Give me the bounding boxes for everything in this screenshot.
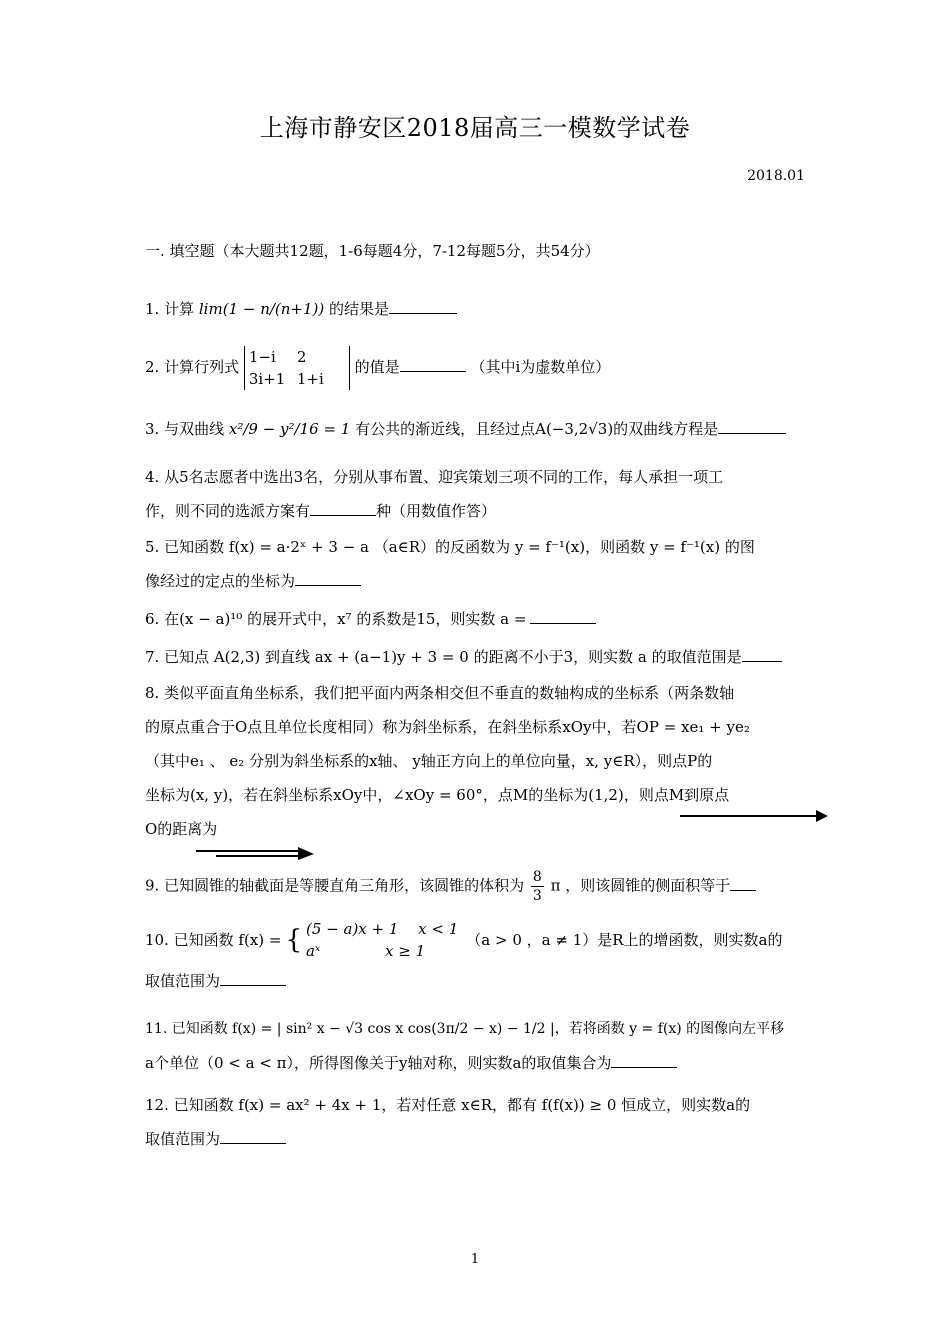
q2-note: （其中i为虚数单位） — [470, 358, 611, 376]
q1-expression: lim(1 − n/(n+1)) — [198, 300, 325, 318]
q6-text: 6. 在(x − a)¹⁰ 的展开式中，x⁷ 的系数是15，则实数 a = — [145, 610, 527, 628]
exam-title: 上海市静安区2018届高三一模数学试卷 — [259, 114, 691, 142]
q4-line1: 4. 从5名志愿者中选出3名，分别从事布置、迎宾策划三项不同的工作，每人承担一项工 — [145, 468, 724, 486]
question-11 — [145, 1012, 810, 1080]
q8-line3: （其中e₁ 、 e₂ 分别为斜坐标系的x轴、 y轴正方向上的单位向量，x, y∈R），则点P的 — [145, 752, 713, 770]
q8-line2: 的原点重合于O点且单位长度相同）称为斜坐标系，在斜坐标系xOy中，若OP = xe₁ + ye₂ — [145, 718, 750, 736]
q4-line2-end: 种（用数值作答） — [376, 502, 497, 520]
q12-line2: 取值范围为 — [145, 1130, 221, 1148]
page-number: 1 — [470, 1252, 480, 1267]
q5-line2: 像经过的定点的坐标为 — [145, 572, 296, 590]
question-7 — [145, 640, 810, 674]
det-cell: 3i+1 — [248, 370, 286, 388]
q2-answer-blank[interactable] — [400, 370, 466, 372]
q1-suffix: 的结果是 — [329, 300, 390, 318]
q10-line2: 取值范围为 — [145, 972, 221, 990]
q8-answer-arrow — [196, 844, 316, 864]
q4-line2-start: 作，则不同的选派方案有 — [145, 502, 311, 520]
q8-line1: 8. 类似平面直角坐标系，我们把平面内两条相交但不垂直的数轴构成的坐标系（两条数轴 — [145, 684, 735, 702]
question-1 — [145, 292, 810, 326]
q5-answer-blank[interactable] — [295, 584, 361, 586]
q9-prefix: 9. 已知圆锥的轴截面是等腰直角三角形，该圆锥的体积为 — [145, 876, 525, 895]
q10-answer-blank[interactable] — [220, 984, 286, 986]
q3-suffix: 有公共的渐近线，且经过点A(−3,2√3)的双曲线方程是 — [355, 420, 719, 438]
q2-suffix: 的值是 — [354, 358, 400, 376]
section-heading: 一. 填空题（本大题共12题，1-6每题4分，7-12每题5分，共54分） — [145, 242, 600, 260]
q1-prefix: 1. 计算 — [145, 300, 195, 318]
question-5 — [145, 530, 810, 598]
q12-answer-blank[interactable] — [220, 1142, 286, 1144]
q10-case2: aˣ x ≥ 1 — [306, 942, 426, 960]
q10-case1: (5 − a)x + 1 x < 1 — [306, 920, 459, 938]
q4-answer-blank[interactable] — [310, 514, 376, 516]
question-6 — [145, 602, 810, 636]
q9-answer-blank[interactable] — [730, 889, 756, 891]
q11-answer-blank[interactable] — [611, 1066, 677, 1068]
question-2 — [145, 346, 810, 390]
question-3 — [145, 412, 810, 446]
brace-icon: { — [285, 925, 302, 955]
det-cell: 1−i — [248, 348, 276, 366]
q10-piecewise — [306, 918, 458, 962]
q7-text: 7. 已知点 A(2,3) 到直线 ax + (a−1)y + 3 = 0 的距离不小于3，则实数 a 的取值范围是 — [145, 648, 742, 666]
q2-prefix: 2. 计算行列式 — [145, 358, 240, 376]
q10-prefix: 10. 已知函数 f(x) = — [145, 931, 282, 949]
det-cell: 1+i — [296, 370, 324, 388]
q3-answer-blank[interactable] — [718, 432, 786, 434]
question-10 — [145, 918, 810, 998]
q2-determinant — [244, 346, 350, 390]
q9-fraction — [531, 868, 544, 905]
q5-line1: 5. 已知函数 f(x) = a·2ˣ + 3 − a （a∈R）的反函数为 y = f⁻¹(x)，则函数 y = f⁻¹(x) 的图 — [145, 538, 755, 556]
q8-line5: O的距离为 — [145, 820, 218, 838]
q8-line4: 坐标为(x, y)，若在斜坐标系xOy中，∠xOy = 60°，点M的坐标为(1,2)，则点M到原点 — [145, 786, 730, 804]
exam-date: 2018.01 — [747, 168, 805, 184]
question-4 — [145, 460, 810, 528]
q3-expression: x²/9 − y²/16 = 1 — [228, 420, 351, 438]
fraction-numerator: 8 — [532, 869, 542, 885]
question-9 — [145, 868, 810, 905]
det-cell: 2 — [296, 348, 307, 366]
q11-line2: a个单位（0 < a < π），所得图像关于y轴对称，则实数a的取值集合为 — [145, 1054, 612, 1072]
q1-answer-blank[interactable] — [389, 312, 457, 314]
q11-line1: 11. 已知函数 f(x) = | sin² x − √3 cos x cos(3π/2 − x) − 1/2 |，若将函数 y = f(x) 的图像向左平移 — [145, 1021, 785, 1037]
q7-answer-blank[interactable] — [742, 660, 782, 662]
fraction-denominator: 3 — [532, 888, 542, 904]
q8-underline-arrow — [680, 808, 830, 824]
q12-line1: 12. 已知函数 f(x) = ax² + 4x + 1，若对任意 x∈R，都有 f(f(x)) ≥ 0 恒成立，则实数a的 — [145, 1096, 751, 1114]
q10-suffix: （a > 0 ，a ≠ 1）是R上的增函数，则实数a的 — [466, 931, 783, 949]
q9-suffix: π ，则该圆锥的侧面积等于 — [550, 876, 731, 895]
q6-answer-blank[interactable] — [530, 622, 596, 624]
q3-prefix: 3. 与双曲线 — [145, 420, 225, 438]
question-12 — [145, 1088, 810, 1156]
